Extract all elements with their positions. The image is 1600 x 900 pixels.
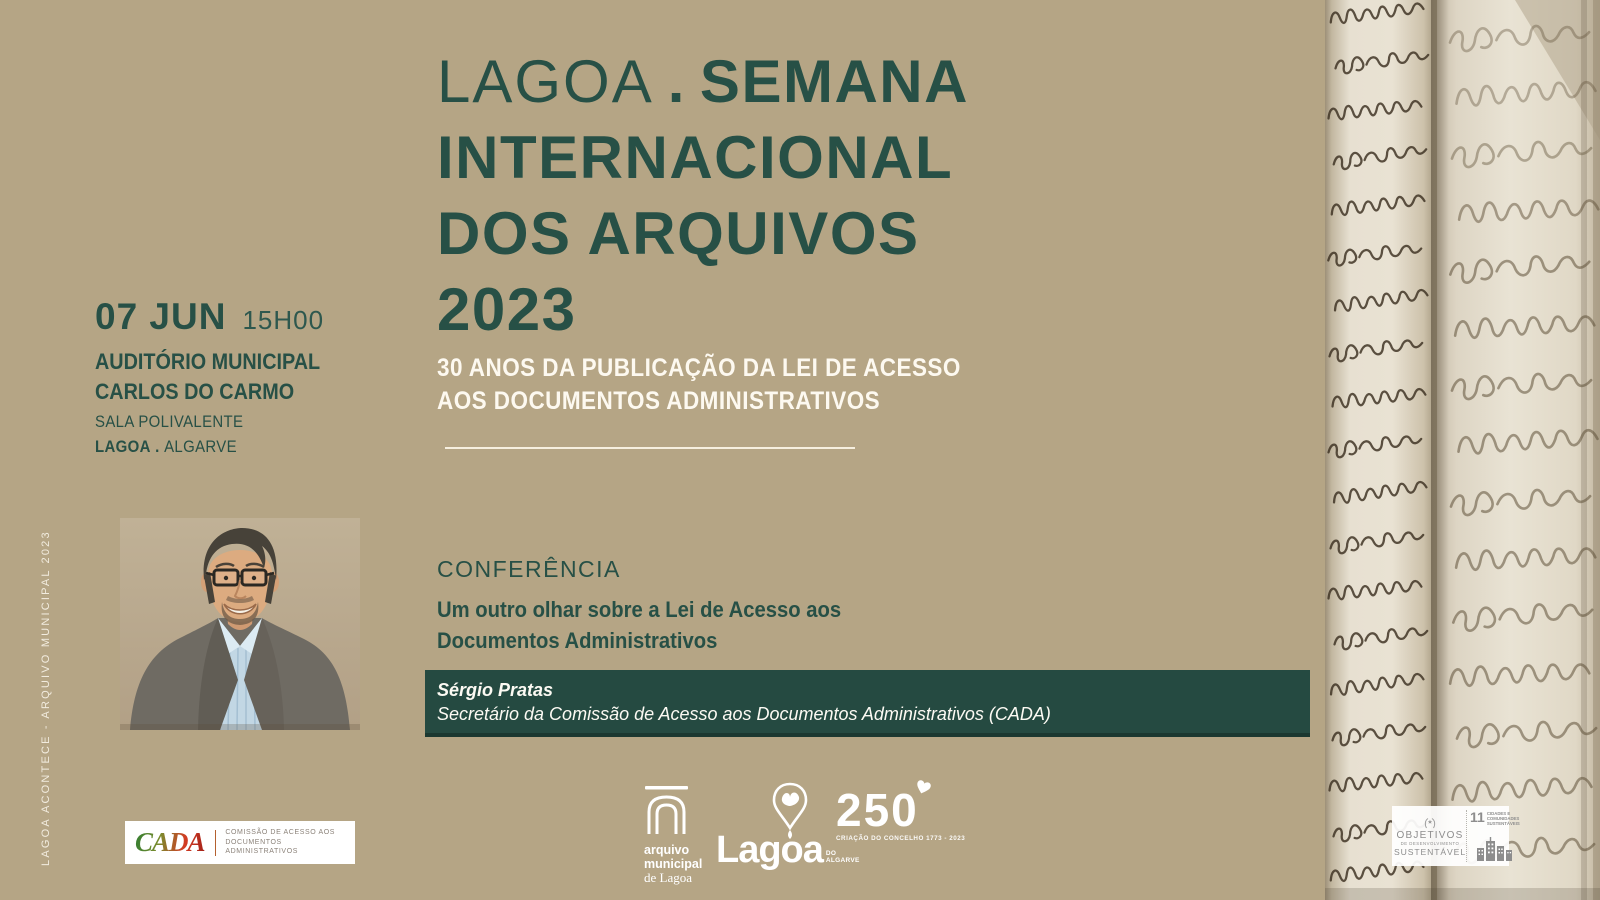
conference-label: CONFERÊNCIA <box>437 556 621 582</box>
ods-logo-box <box>1392 806 1520 866</box>
anniversary-250-logo <box>836 786 965 842</box>
arquivo-arch-logo-icon <box>644 786 690 834</box>
venue-city <box>95 437 315 457</box>
title-line4: 2023 <box>437 276 577 343</box>
event-date: 07 JUN <box>95 296 227 337</box>
ods-laurel-icon <box>1423 816 1437 830</box>
title-prefix: LAGOA <box>437 48 654 115</box>
speaker-name: Sérgio Pratas <box>437 679 554 700</box>
date-venue-block <box>95 296 345 457</box>
side-caption: LAGOA ACONTECE - ARQUIVO MUNICIPAL 2023 <box>40 530 52 866</box>
conference-block <box>437 556 876 656</box>
region-name: ALGARVE <box>164 437 237 456</box>
anniversary-caption: CRIAÇÃO DO CONCELHO 1773 - 2023 <box>836 835 966 842</box>
cada-logo: CADA <box>135 827 205 857</box>
ods-goal-line3: SUSTENTÁVEIS <box>1486 821 1520 826</box>
divider-line <box>445 447 855 449</box>
manuscript-image <box>1325 0 1600 900</box>
subtitle-line2: AOS DOCUMENTOS ADMINISTRATIVOS <box>437 387 881 415</box>
title-line1 <box>437 44 969 120</box>
ods-goal-number: 11 <box>1470 809 1485 825</box>
cada-logo-box <box>125 821 355 864</box>
anniversary-heart-icon <box>915 780 931 796</box>
arquivo-municipal-logo <box>644 786 702 885</box>
speaker-band <box>425 670 1310 737</box>
lagoa-sub2: ALGARVE <box>825 857 860 864</box>
title-line2: INTERNACIONAL <box>437 124 954 191</box>
city-name: LAGOA <box>95 437 151 456</box>
arquivo-line1: arquivo <box>644 843 690 857</box>
conference-title-line2: Documentos Administrativos <box>437 628 718 653</box>
event-time: 15H00 <box>242 305 325 335</box>
title-line3: DOS ARQUIVOS <box>437 200 920 267</box>
lagoa-wordmark: Lagoa <box>716 829 823 871</box>
venue-line2: CARLOS DO CARMO <box>95 379 295 404</box>
venue-room: SALA POLIVALENTE <box>95 412 244 431</box>
cada-line2: DOCUMENTOS ADMINISTRATIVOS <box>225 838 299 856</box>
subtitle <box>437 352 961 418</box>
ods-buildings-icon <box>1476 837 1514 861</box>
ods-line2: DE DESENVOLVIMENTO <box>1400 840 1460 846</box>
arquivo-line3: de Lagoa <box>644 870 693 885</box>
subtitle-line1: 30 ANOS DA PUBLICAÇÃO DA LEI DE ACESSO <box>437 354 961 382</box>
ods-line1: OBJETIVOS <box>1396 829 1464 841</box>
lagoa-sub1: DO <box>825 850 837 857</box>
venue-line1: AUDITÓRIO MUNICIPAL <box>95 349 321 374</box>
cada-divider <box>215 830 217 856</box>
title-dot: . <box>667 48 686 115</box>
ods-goal-line1: CIDADES E <box>1486 811 1511 816</box>
cada-line1: COMISSÃO DE ACESSO AOS <box>225 829 336 837</box>
ods-line3: SUSTENTÁVEL <box>1394 846 1466 857</box>
conference-title-line1: Um outro olhar sobre a Lei de Acesso aos <box>437 597 842 622</box>
ods-goal-line2: COMUNIDADES <box>1486 816 1520 821</box>
title-rest: SEMANA <box>699 48 969 115</box>
speaker-photo <box>120 518 360 730</box>
speaker-role: Secretário da Comissão de Acesso aos Documentos Administrativos (CADA) <box>437 703 1051 724</box>
city-separator: . <box>155 437 160 456</box>
page-title <box>437 44 969 348</box>
anniversary-number: 250 <box>836 786 919 834</box>
arquivo-line2: municipal <box>644 856 703 871</box>
